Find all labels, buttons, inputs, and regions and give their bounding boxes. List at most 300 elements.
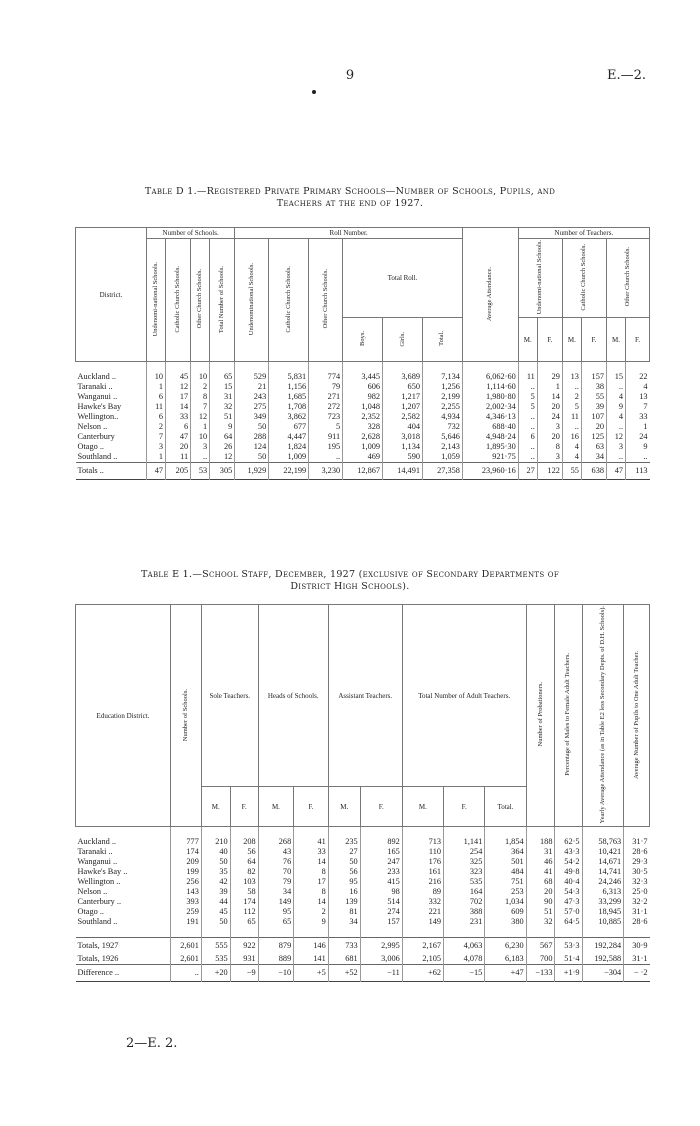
col-sole-teachers: Sole Teachers. bbox=[201, 605, 258, 787]
spacer-cell bbox=[360, 927, 402, 938]
col-number-of-teachers: Number of Teachers. bbox=[518, 228, 649, 239]
spacer-cell bbox=[360, 827, 402, 838]
table-cell: 2,601 bbox=[171, 938, 202, 955]
col-m: M. bbox=[562, 318, 581, 362]
table-cell: 6,313 bbox=[582, 887, 624, 897]
table-cell: 274 bbox=[360, 907, 402, 917]
table-cell: 325 bbox=[444, 857, 485, 867]
table-cell: 1,207 bbox=[383, 402, 423, 412]
col-roll-catholic: Catholic Church Schools. bbox=[269, 239, 309, 362]
col-f: F. bbox=[294, 787, 329, 827]
spacer-cell bbox=[555, 927, 582, 938]
spacer-row bbox=[76, 362, 650, 373]
row-label: Southland .. bbox=[77, 917, 118, 927]
table-e1-body bbox=[76, 827, 650, 982]
col-roll-number: Roll Number. bbox=[235, 228, 463, 239]
table-cell: 47 bbox=[607, 463, 626, 480]
col-district: District. bbox=[76, 228, 147, 362]
table-cell: 272 bbox=[309, 402, 343, 412]
table-cell: −10 bbox=[258, 965, 294, 982]
table-cell: 484 bbox=[485, 867, 526, 877]
spacer-cell bbox=[402, 927, 443, 938]
row-label: Canterbury .. bbox=[77, 897, 122, 907]
table-cell: 2,167 bbox=[402, 938, 443, 955]
table-cell: 4 bbox=[607, 412, 626, 422]
table-cell: 1,256 bbox=[423, 382, 463, 392]
table-cell: 24,246 bbox=[582, 877, 624, 887]
table-cell: 2,352 bbox=[343, 412, 383, 422]
table-row bbox=[76, 392, 650, 402]
table-cell: 49·8 bbox=[555, 867, 582, 877]
table-row bbox=[76, 877, 650, 887]
table-cell: 16 bbox=[328, 887, 360, 897]
table-cell: .. bbox=[607, 452, 626, 463]
spacer-cell bbox=[582, 827, 624, 838]
table-cell: 20 bbox=[166, 442, 191, 452]
table-cell: 161 bbox=[402, 867, 443, 877]
table-cell: 243 bbox=[235, 392, 269, 402]
table-cell: 41 bbox=[526, 867, 555, 877]
table-cell: 8 bbox=[294, 867, 329, 877]
table-cell: 638 bbox=[581, 463, 606, 480]
table-cell: 146 bbox=[294, 938, 329, 955]
table-cell: 33 bbox=[166, 412, 191, 422]
table-cell: 47 bbox=[166, 432, 191, 442]
table-cell: 31·7 bbox=[624, 837, 650, 847]
table-cell: 7 bbox=[147, 432, 166, 442]
table-row bbox=[76, 837, 650, 847]
table-cell: 23,960·16 bbox=[462, 463, 518, 480]
table-cell: 35 bbox=[201, 867, 230, 877]
table-cell: 33,299 bbox=[582, 897, 624, 907]
ink-dot bbox=[312, 90, 316, 94]
table-e1-title-line1: Table E 1.—School Staff, December, 1927 (exclusive of Secondary Departments of bbox=[141, 569, 559, 580]
table-cell: 4 bbox=[562, 442, 581, 452]
spacer-cell bbox=[518, 362, 537, 373]
table-cell: 39 bbox=[201, 887, 230, 897]
table-cell: 45 bbox=[166, 372, 191, 382]
table-cell: 10,421 bbox=[582, 847, 624, 857]
table-cell: 30·5 bbox=[624, 867, 650, 877]
table-cell: 8 bbox=[191, 392, 210, 402]
table-cell: 6,183 bbox=[485, 954, 526, 965]
col-yearly-attendance: Yearly Average Attendance (as in Table E2 less Secondary Depts. of D.H. Schools). bbox=[582, 605, 624, 827]
table-cell: 54·2 bbox=[555, 857, 582, 867]
table-cell: − ·2 bbox=[624, 965, 650, 982]
row-label: Totals, 1927 bbox=[76, 938, 171, 955]
spacer-cell bbox=[235, 362, 269, 373]
table-cell: 122 bbox=[537, 463, 562, 480]
table-cell: 1,134 bbox=[383, 442, 423, 452]
spacer-cell bbox=[76, 362, 147, 373]
table-cell: 751 bbox=[485, 877, 526, 887]
spacer-cell bbox=[201, 827, 230, 838]
table-cell: 231 bbox=[444, 917, 485, 927]
table-cell: 28·6 bbox=[624, 917, 650, 927]
table-cell: 95 bbox=[328, 877, 360, 887]
table-cell: 107 bbox=[581, 412, 606, 422]
table-cell: 29·3 bbox=[624, 857, 650, 867]
table-row bbox=[76, 857, 650, 867]
table-cell: 125 bbox=[581, 432, 606, 442]
table-cell: 247 bbox=[360, 857, 402, 867]
table-cell: .. bbox=[562, 422, 581, 432]
col-m: M. bbox=[201, 787, 230, 827]
col-f: F. bbox=[230, 787, 258, 827]
table-cell: 6 bbox=[147, 392, 166, 402]
spacer-row bbox=[76, 927, 650, 938]
table-cell: 1,009 bbox=[343, 442, 383, 452]
spacer-cell bbox=[210, 362, 235, 373]
row-label: Wanganui .. bbox=[77, 392, 118, 402]
table-cell: 590 bbox=[383, 452, 423, 463]
table-cell: 723 bbox=[309, 412, 343, 422]
table-cell: 20 bbox=[581, 422, 606, 432]
table-cell: .. bbox=[309, 452, 343, 463]
col-avg-pupils: Average Number of Pupils to One Adult Teacher. bbox=[624, 605, 650, 827]
table-cell: 103 bbox=[230, 877, 258, 887]
table-cell: 1,156 bbox=[269, 382, 309, 392]
table-cell: 65 bbox=[210, 372, 235, 382]
table-cell: 13 bbox=[626, 392, 650, 402]
table-cell: 10,885 bbox=[582, 917, 624, 927]
table-cell: 328 bbox=[343, 422, 383, 432]
table-cell: 191 bbox=[171, 917, 202, 927]
table-cell: 2,255 bbox=[423, 402, 463, 412]
table-cell: 30·9 bbox=[624, 938, 650, 955]
table-cell: 17 bbox=[166, 392, 191, 402]
table-cell: 393 bbox=[171, 897, 202, 907]
table-row bbox=[76, 847, 650, 857]
table-cell: 64·5 bbox=[555, 917, 582, 927]
table-cell: 892 bbox=[360, 837, 402, 847]
table-cell: 192,588 bbox=[582, 954, 624, 965]
spacer-cell bbox=[171, 827, 202, 838]
table-cell: 44 bbox=[201, 897, 230, 907]
row-label: Auckland .. bbox=[77, 372, 116, 382]
spacer-cell bbox=[462, 362, 518, 373]
table-cell: 27 bbox=[518, 463, 537, 480]
table-cell: 157 bbox=[581, 372, 606, 382]
table-cell: 149 bbox=[258, 897, 294, 907]
row-label: Nelson .. bbox=[77, 422, 108, 432]
table-e1-title-line2: District High Schools). bbox=[290, 581, 410, 592]
spacer-cell bbox=[423, 362, 463, 373]
spacer-cell bbox=[171, 927, 202, 938]
col-f: F. bbox=[581, 318, 606, 362]
table-cell: 216 bbox=[402, 877, 443, 887]
table-cell: 1,034 bbox=[485, 897, 526, 907]
table-cell: 2,002·34 bbox=[462, 402, 518, 412]
table-cell: 124 bbox=[235, 442, 269, 452]
table-cell: 1 bbox=[147, 382, 166, 392]
row-label: Canterbury bbox=[77, 432, 115, 442]
table-row bbox=[76, 954, 650, 965]
table-cell: 34 bbox=[581, 452, 606, 463]
table-cell: 39 bbox=[581, 402, 606, 412]
table-cell: 4 bbox=[562, 452, 581, 463]
table-cell: 56 bbox=[230, 847, 258, 857]
table-cell: 2,199 bbox=[423, 392, 463, 402]
table-cell: .. bbox=[518, 382, 537, 392]
table-cell: 4,948·24 bbox=[462, 432, 518, 442]
col-other-schools: Other Church Schools. bbox=[191, 239, 210, 362]
col-f: F. bbox=[360, 787, 402, 827]
table-cell: 5 bbox=[518, 392, 537, 402]
table-cell: 65 bbox=[230, 917, 258, 927]
table-cell: 3,862 bbox=[269, 412, 309, 422]
table-cell: 9 bbox=[607, 402, 626, 412]
table-cell: 210 bbox=[201, 837, 230, 847]
table-cell: 567 bbox=[526, 938, 555, 955]
table-cell: 2,628 bbox=[343, 432, 383, 442]
table-cell: 51 bbox=[526, 907, 555, 917]
table-cell: 677 bbox=[269, 422, 309, 432]
table-cell: 13 bbox=[562, 372, 581, 382]
table-cell: 713 bbox=[402, 837, 443, 847]
row-label: Difference .. bbox=[76, 965, 171, 982]
table-cell: 53 bbox=[191, 463, 210, 480]
table-row bbox=[76, 907, 650, 917]
table-cell: 43·3 bbox=[555, 847, 582, 857]
table-cell: 777 bbox=[171, 837, 202, 847]
table-cell: 174 bbox=[171, 847, 202, 857]
table-cell: 1,824 bbox=[269, 442, 309, 452]
spacer-cell bbox=[526, 927, 555, 938]
table-cell: 3 bbox=[537, 422, 562, 432]
table-cell: 12 bbox=[607, 432, 626, 442]
table-cell: 349 bbox=[235, 412, 269, 422]
table-cell: 95 bbox=[258, 907, 294, 917]
table-cell: 6,230 bbox=[485, 938, 526, 955]
table-cell: 174 bbox=[230, 897, 258, 907]
table-cell: 3 bbox=[607, 442, 626, 452]
table-cell: +47 bbox=[485, 965, 526, 982]
table-cell: 1,895·30 bbox=[462, 442, 518, 452]
spacer-cell bbox=[485, 927, 526, 938]
page-number: 9 bbox=[345, 68, 355, 83]
table-cell: 911 bbox=[309, 432, 343, 442]
table-cell: −133 bbox=[526, 965, 555, 982]
table-cell: .. bbox=[518, 442, 537, 452]
table-cell: 82 bbox=[230, 867, 258, 877]
table-cell: 14 bbox=[294, 897, 329, 907]
table-cell: 702 bbox=[444, 897, 485, 907]
table-cell: 7,134 bbox=[423, 372, 463, 382]
table-cell: 40 bbox=[201, 847, 230, 857]
col-teachers-catholic: Catholic Church Schools. bbox=[562, 239, 606, 318]
table-cell: 12 bbox=[166, 382, 191, 392]
table-cell: 9 bbox=[626, 442, 650, 452]
table-cell: 149 bbox=[402, 917, 443, 927]
table-cell: 176 bbox=[402, 857, 443, 867]
table-cell: 54·3 bbox=[555, 887, 582, 897]
table-row bbox=[76, 412, 650, 422]
col-percentage: Percentage of Males to Female Adult Teachers. bbox=[555, 605, 582, 827]
table-cell: 11 bbox=[518, 372, 537, 382]
spacer-cell bbox=[230, 927, 258, 938]
table-cell: 208 bbox=[230, 837, 258, 847]
table-cell: 10 bbox=[191, 372, 210, 382]
table-cell: 32·3 bbox=[624, 877, 650, 887]
table-cell: 32·2 bbox=[624, 897, 650, 907]
table-cell: 199 bbox=[171, 867, 202, 877]
table-cell: 29 bbox=[537, 372, 562, 382]
table-cell: 1,059 bbox=[423, 452, 463, 463]
table-cell: 1,009 bbox=[269, 452, 309, 463]
table-cell: 65 bbox=[258, 917, 294, 927]
spacer-cell bbox=[626, 362, 650, 373]
table-cell: 165 bbox=[360, 847, 402, 857]
col-catholic-schools: Catholic Church Schools. bbox=[166, 239, 191, 362]
table-cell: 40·4 bbox=[555, 877, 582, 887]
table-cell: 68 bbox=[526, 877, 555, 887]
table-cell: 7 bbox=[191, 402, 210, 412]
table-cell: 50 bbox=[201, 857, 230, 867]
table-cell: 50 bbox=[235, 422, 269, 432]
table-cell: 22 bbox=[626, 372, 650, 382]
spacer-cell bbox=[555, 827, 582, 838]
spacer-cell bbox=[258, 827, 294, 838]
table-cell: 1,929 bbox=[235, 463, 269, 480]
table-cell: 112 bbox=[230, 907, 258, 917]
table-cell: 5 bbox=[518, 402, 537, 412]
table-cell: 6 bbox=[518, 432, 537, 442]
spacer-cell bbox=[383, 362, 423, 373]
spacer-cell bbox=[76, 927, 171, 938]
col-average-attendance: Average Attendance. bbox=[462, 228, 518, 362]
table-cell: 1,141 bbox=[444, 837, 485, 847]
table-cell: .. bbox=[626, 452, 650, 463]
table-cell: 364 bbox=[485, 847, 526, 857]
col-probationers: Number of Probationers. bbox=[526, 605, 555, 827]
table-cell: 14 bbox=[537, 392, 562, 402]
table-cell: 5 bbox=[309, 422, 343, 432]
col-total-roll: Total Roll. bbox=[343, 239, 463, 318]
table-cell: 501 bbox=[485, 857, 526, 867]
table-cell: 9 bbox=[210, 422, 235, 432]
table-cell: 12 bbox=[210, 452, 235, 463]
table-cell: 205 bbox=[166, 463, 191, 480]
table-cell: 41 bbox=[294, 837, 329, 847]
spacer-cell bbox=[166, 362, 191, 373]
table-row bbox=[76, 442, 650, 452]
col-teachers-other: Other Church Schools. bbox=[607, 239, 650, 318]
table-cell: 469 bbox=[343, 452, 383, 463]
table-cell: 535 bbox=[201, 954, 230, 965]
table-cell: 43 bbox=[258, 847, 294, 857]
table-d1-title-line2: Teachers at the end of 1927. bbox=[276, 198, 424, 209]
table-cell: +1·9 bbox=[555, 965, 582, 982]
table-cell: 28·6 bbox=[624, 847, 650, 857]
spacer-cell bbox=[147, 362, 166, 373]
row-label: Totals, 1926 bbox=[77, 954, 119, 964]
table-cell: 32 bbox=[210, 402, 235, 412]
table-d1 bbox=[75, 227, 650, 480]
table-cell: 7 bbox=[626, 402, 650, 412]
table-cell: 195 bbox=[309, 442, 343, 452]
table-cell: 14,491 bbox=[383, 463, 423, 480]
col-total-schools: Total Number of Schools. bbox=[210, 239, 235, 362]
table-cell: 55 bbox=[581, 392, 606, 402]
table-row bbox=[76, 887, 650, 897]
col-f: F. bbox=[537, 318, 562, 362]
spacer-cell bbox=[258, 927, 294, 938]
table-cell: 1 bbox=[626, 422, 650, 432]
table-cell: 4,934 bbox=[423, 412, 463, 422]
table-cell: 47 bbox=[147, 463, 166, 480]
table-cell: 2 bbox=[147, 422, 166, 432]
table-cell: 24 bbox=[626, 432, 650, 442]
col-number-of-schools: Number of Schools. bbox=[171, 605, 202, 827]
col-roll-other: Other Church Schools. bbox=[309, 239, 343, 362]
table-cell: .. bbox=[607, 422, 626, 432]
table-cell: 233 bbox=[360, 867, 402, 877]
table-cell: 6,062·60 bbox=[462, 372, 518, 382]
col-m: M. bbox=[607, 318, 626, 362]
table-cell: 3,006 bbox=[360, 954, 402, 965]
col-boys: Boys. bbox=[343, 318, 383, 362]
table-cell: 1,685 bbox=[269, 392, 309, 402]
table-cell: −15 bbox=[444, 965, 485, 982]
spacer-cell bbox=[343, 362, 383, 373]
table-cell: 50 bbox=[328, 857, 360, 867]
spacer-cell bbox=[328, 827, 360, 838]
table-cell: 5,646 bbox=[423, 432, 463, 442]
table-cell: 10 bbox=[147, 372, 166, 382]
table-cell: 268 bbox=[258, 837, 294, 847]
table-cell: 42 bbox=[201, 877, 230, 887]
row-label: Otago .. bbox=[77, 907, 104, 917]
table-cell: 2,105 bbox=[402, 954, 443, 965]
page-reference: E.—2. bbox=[606, 68, 646, 83]
table-cell: 259 bbox=[171, 907, 202, 917]
table-cell: 209 bbox=[171, 857, 202, 867]
table-cell: 22,199 bbox=[269, 463, 309, 480]
table-cell: 46 bbox=[526, 857, 555, 867]
col-teachers-undenom: Undenomi-national Schools. bbox=[518, 239, 562, 318]
table-cell: +5 bbox=[294, 965, 329, 982]
table-row bbox=[76, 938, 650, 955]
table-cell: 4,346·13 bbox=[462, 412, 518, 422]
table-row bbox=[76, 452, 650, 463]
table-cell: 388 bbox=[444, 907, 485, 917]
table-row bbox=[76, 965, 650, 982]
table-cell: 31 bbox=[210, 392, 235, 402]
table-cell: 323 bbox=[444, 867, 485, 877]
table-cell: 53·3 bbox=[555, 938, 582, 955]
table-cell: 11 bbox=[562, 412, 581, 422]
table-row bbox=[76, 432, 650, 442]
col-number-of-schools: Number of Schools. bbox=[147, 228, 235, 239]
table-cell: 8 bbox=[537, 442, 562, 452]
table-cell: 20 bbox=[537, 432, 562, 442]
table-cell: 79 bbox=[309, 382, 343, 392]
row-label: Hawke's Bay bbox=[77, 402, 122, 412]
table-cell: 14,741 bbox=[582, 867, 624, 877]
spacer-cell bbox=[562, 362, 581, 373]
table-cell: 3 bbox=[147, 442, 166, 452]
spacer-cell bbox=[444, 927, 485, 938]
spacer-cell bbox=[230, 827, 258, 838]
table-cell: 139 bbox=[328, 897, 360, 907]
table-cell: 26 bbox=[210, 442, 235, 452]
table-cell: 11 bbox=[166, 452, 191, 463]
table-cell: 31·1 bbox=[624, 954, 650, 965]
table-cell: 4 bbox=[607, 392, 626, 402]
row-label: Auckland .. bbox=[77, 837, 116, 847]
row-label: Wellington.. bbox=[77, 412, 119, 422]
